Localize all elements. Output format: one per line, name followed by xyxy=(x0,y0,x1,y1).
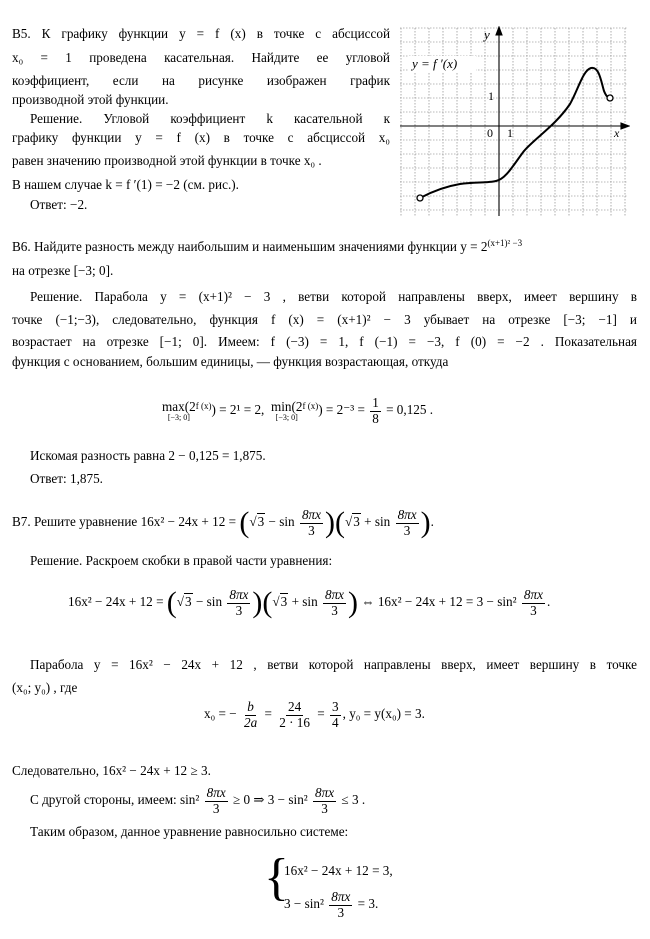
sys2-right: = 3. xyxy=(357,896,379,912)
b5-solution-line1: Решение. Угловой коэффициент k касательной к xyxy=(30,111,390,126)
x-axis-label: x xyxy=(614,126,620,140)
b5-line1: B5. К графику функции y = f (x) в точке с абсциссой xyxy=(12,26,390,41)
plus-sin-b: + sin xyxy=(291,594,318,610)
frac-3-4 xyxy=(330,700,341,730)
other-part-1: С другой стороны, имеем: sin² xyxy=(30,792,200,808)
curve-start-point xyxy=(417,195,423,201)
b6-solution-line4: функция с основанием, большим единицы, — функция возрастающая, откуда xyxy=(12,354,449,369)
b6-line1-text: B6. Найдите разность между наибольшим и наименьшим значениями функции y = 2 xyxy=(12,239,488,254)
frac-num: 8πx xyxy=(331,889,351,904)
b7-expanded-equation: 16x² − 24x + 12 = (√3 − sin $\frac{8\pi x}{3}$ )(√3 + sin $\frac{8\pi x}{3}$ ) ⇔ 16x² − 24x + 12 = 3 − sin² $\frac{8\pi x}{3}$ . xyxy=(68,586,551,620)
frac-8pix-f xyxy=(205,786,228,816)
frac-8pix-e xyxy=(522,588,545,618)
vertex-y0: , y₀ = y(x₀) = 3. xyxy=(342,706,425,722)
x-tick-label: 1 xyxy=(507,126,513,140)
b5-solution-line2: графику функции y = f (x) в точке с абсциссой x₀ xyxy=(12,130,390,145)
b6-difference: Искомая разность равна 2 − 0,125 = 1,875. xyxy=(30,448,266,463)
b7-thus: Таким образом, данное уравнение равносильно системе: xyxy=(30,824,349,839)
b7-parabola-line1: Парабола y = 16x² − 24x + 12 , ветви которой направлены вверх, имеет вершину в точке xyxy=(30,657,637,672)
b6-formula xyxy=(162,396,433,426)
frac-den: 2 · 16 xyxy=(279,714,310,730)
frac-num: 8πx xyxy=(206,785,226,800)
plus-sin-a: + sin xyxy=(364,514,391,530)
fraction-one-eighth xyxy=(370,396,381,426)
curve-end-point xyxy=(607,95,613,101)
b7-vertex-formula xyxy=(204,700,425,730)
frac-num: 1 xyxy=(372,395,379,410)
eq-sign-1: = xyxy=(264,706,272,722)
vertex-x0: x₀ = − xyxy=(204,706,237,722)
b7-consequence: Следовательно, 16x² − 24x + 12 ≥ 3. xyxy=(12,763,211,778)
b5-line3: коэффициент, если на рисунке изображен график xyxy=(12,73,390,88)
y-tick-label: 1 xyxy=(488,89,494,103)
b7-equivalence: ⇔ 16x² − 24x + 12 = 3 − sin² xyxy=(361,594,517,610)
sys2-left: 3 − sin² xyxy=(284,896,324,912)
frac-num: 8πx xyxy=(324,587,345,602)
b5-line2: x₀ = 1 проведена касательная. Найдите ее угловой xyxy=(12,50,390,65)
b7-other-side xyxy=(30,786,365,816)
frac-8pix-b xyxy=(396,508,419,538)
b6-solution-line3: возрастает на отрезке [−1; 0]. Имеем: f (−3) = 1, f (−1) = −3, f (0) = −2 . Показательная xyxy=(12,334,637,349)
frac-8pix-h xyxy=(329,890,352,920)
frac-num: 24 xyxy=(287,699,302,714)
b6-solution-line2: точке (−1;−3), следовательно, функция f (x) = (x+1)² − 3 убывает на отрезке [−3; −1] и xyxy=(12,312,637,327)
frac-num: b xyxy=(247,699,254,714)
b6-line2: на отрезке [−3; 0]. xyxy=(12,263,114,278)
frac-den: 3 xyxy=(235,602,243,618)
frac-num: 8πx xyxy=(301,507,321,522)
frac-den: 2a xyxy=(243,714,258,730)
minus-sin-b: − sin xyxy=(195,594,223,610)
min-operator xyxy=(271,400,303,421)
frac-den: 3 xyxy=(331,602,338,618)
frac-den: 4 xyxy=(332,714,339,730)
sqrt-3-b: 3 xyxy=(353,514,360,530)
eq-sign-2: = xyxy=(317,706,325,722)
y-axis-label: y xyxy=(484,27,490,42)
b6-solution-line1: Решение. Парабола y = (x+1)² − 3 , ветви которой направлены вверх, имеет вершину в xyxy=(30,289,637,304)
max-interval: [−3; 0] xyxy=(167,412,190,422)
frac-8pix-g xyxy=(313,786,336,816)
frac-den: 3 xyxy=(212,800,220,816)
minus-sin-a: − sin xyxy=(268,514,295,530)
min-rest: ) = 2⁻³ = xyxy=(318,402,365,418)
min-interval: [−3; 0] xyxy=(275,412,298,422)
system-eq1: 16x² − 24x + 12 = 3, xyxy=(284,863,393,878)
system-brace: { xyxy=(264,849,289,906)
derivative-curve xyxy=(420,68,610,198)
b5-solution-line3: равен значению производной этой функции в точке x₀ . xyxy=(12,153,322,168)
derivative-graph xyxy=(400,26,630,218)
formula-tail: = 0,125 . xyxy=(386,402,434,418)
b7-line1: B7. Решите уравнение 16x² − 24x + 12 = (√3 − sin $\frac{8\pi x}{3}$ )(√3 + sin $\frac{8\pi x}{3}$ ). xyxy=(12,506,434,540)
frac-8pix-d xyxy=(323,588,346,618)
sqrt-3-d: 3 xyxy=(280,594,288,610)
frac-24-32 xyxy=(277,700,312,730)
system-eq2 xyxy=(284,890,378,920)
b6-line1 xyxy=(12,238,522,255)
frac-den: 3 xyxy=(337,904,345,920)
max-exp: f (x) xyxy=(195,401,212,412)
curve-label: y = f ′(x) xyxy=(412,56,458,71)
b6-answer: Ответ: 1,875. xyxy=(30,471,103,486)
b5-solution-line4: В нашем случае k = f ′(1) = −2 (см. рис.). xyxy=(12,177,239,192)
b7-solution-intro: Решение. Раскроем скобки в правой части уравнения: xyxy=(30,553,333,568)
origin-label: 0 xyxy=(487,126,493,140)
sqrt-3-c: 3 xyxy=(185,594,192,610)
frac-num: 8πx xyxy=(523,587,543,602)
frac-den: 8 xyxy=(372,410,379,426)
b5-answer: Ответ: −2. xyxy=(30,197,88,212)
other-part-2: ≥ 0 ⇒ 3 − sin² xyxy=(233,792,308,808)
frac-den: 3 xyxy=(321,800,328,816)
frac-den: 3 xyxy=(530,602,537,618)
frac-den: 3 xyxy=(308,522,315,538)
b6-exponent: (x+1)² −3 xyxy=(487,238,523,248)
min-text: min(2 xyxy=(270,399,303,415)
frac-den: 3 xyxy=(403,522,411,538)
frac-num: 8πx xyxy=(397,507,417,522)
max-text: max(2 xyxy=(162,399,196,415)
max-rest: ) = 2¹ = 2, xyxy=(211,402,265,418)
b5-line4: производной этой функции. xyxy=(12,92,169,107)
b7-parabola-line2: (x₀; y₀) , где xyxy=(12,680,78,695)
frac-num: 3 xyxy=(332,699,339,714)
b7-lhs: 16x² − 24x + 12 = xyxy=(68,594,164,610)
frac-8pix-c xyxy=(227,588,250,618)
other-part-3: ≤ 3 . xyxy=(341,792,366,808)
frac-num: 8πx xyxy=(229,587,249,602)
b7-line1-text: B7. Решите уравнение 16x² − 24x + 12 = xyxy=(12,514,237,530)
frac-num: 8πx xyxy=(315,785,335,800)
min-exp: f (x) xyxy=(302,401,319,412)
max-operator xyxy=(162,400,196,421)
frac-8pix-a xyxy=(300,508,323,538)
sqrt-3-a: 3 xyxy=(257,514,265,530)
frac-b-2a xyxy=(242,700,259,730)
